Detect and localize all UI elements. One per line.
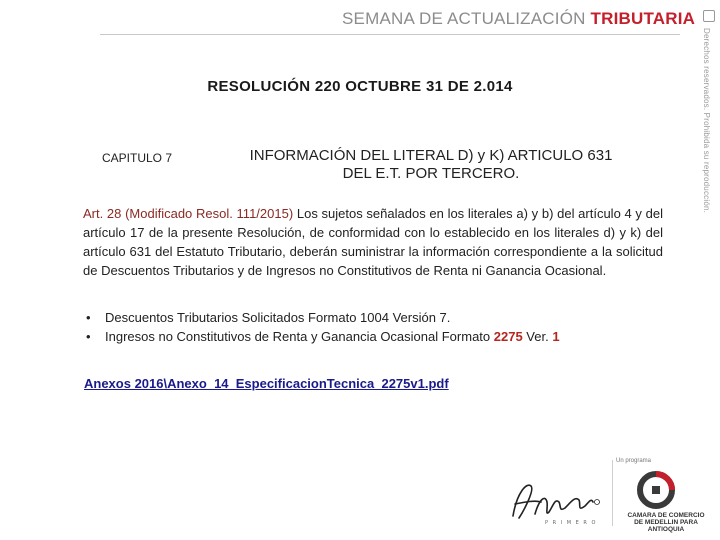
article-modification: (Modificado Resol. 111/2015) xyxy=(121,206,294,221)
header-title-main: SEMANA DE ACTUALIZACIÓN xyxy=(342,9,591,28)
format-number: 2275 xyxy=(493,329,523,344)
camara-comercio-logo xyxy=(616,458,716,538)
header-title xyxy=(342,9,695,29)
resolution-title-text: RESOLUCIÓN 220 OCTUBRE 31 DE 2.014 xyxy=(207,78,513,95)
camara-emblem-icon xyxy=(616,458,716,512)
program-label: Un programa xyxy=(616,458,652,464)
camara-name xyxy=(616,512,716,533)
list-item xyxy=(83,308,683,327)
camara-name-line2: DE MEDELLIN PARA ANTIOQUIA xyxy=(634,519,698,533)
side-copyright-text: Derechos reservados. Prohibida su reproducción. xyxy=(702,28,711,214)
article-body: Los sujetos señalados en los literales a) y b) del artículo 4 y del artículo 17 de la presente Resolución, de conformidad con lo establecido en los literales d) y k) del artículo 631 del Estatuto Tributario, deberán suministrar la información correspondiente a la solicitud de Descuentos Tributarios y de Ingresos no Constitutivos de Renta ni Ganancia Ocasional. xyxy=(83,206,663,278)
bullet-icon: • xyxy=(86,329,91,344)
format-list xyxy=(83,308,683,346)
version-number: 1 xyxy=(552,329,560,344)
header-divider xyxy=(100,34,680,35)
side-logo-icon xyxy=(703,10,715,22)
chapter-label: CAPITULO 7 xyxy=(102,151,173,165)
afiliados-sub: P R I M E R O xyxy=(545,520,597,526)
chapter-title-line2: DEL E.T. POR TERCERO. xyxy=(342,165,520,182)
chapter-title xyxy=(196,147,666,183)
afiliados-logo xyxy=(505,472,605,532)
list-item xyxy=(83,327,683,346)
resolution-title xyxy=(0,78,720,95)
footer-divider xyxy=(612,460,613,526)
annex-link[interactable]: Anexos 2016\Anexo_14_EspecificacionTecnica_2275v1.pdf xyxy=(84,376,449,391)
header-title-bold: TRIBUTARIA xyxy=(590,9,696,28)
list-item-text: Ingresos no Constitutivos de Renta y Ganancia Ocasional Formato xyxy=(105,329,494,344)
bullet-icon: • xyxy=(86,310,91,325)
list-item-text: Descuentos Tributarios Solicitados Formato 1004 Versión 7. xyxy=(105,310,451,325)
afiliados-signature-icon xyxy=(505,472,605,532)
version-label: Ver. xyxy=(522,329,553,344)
camara-name-line1: CAMARA DE COMERCIO xyxy=(627,512,705,519)
article-paragraph xyxy=(83,204,663,280)
chapter-title-line1: INFORMACIÓN DEL LITERAL D) y K) ARTICULO 631 xyxy=(249,147,613,164)
article-number: Art. 28 xyxy=(83,206,122,221)
